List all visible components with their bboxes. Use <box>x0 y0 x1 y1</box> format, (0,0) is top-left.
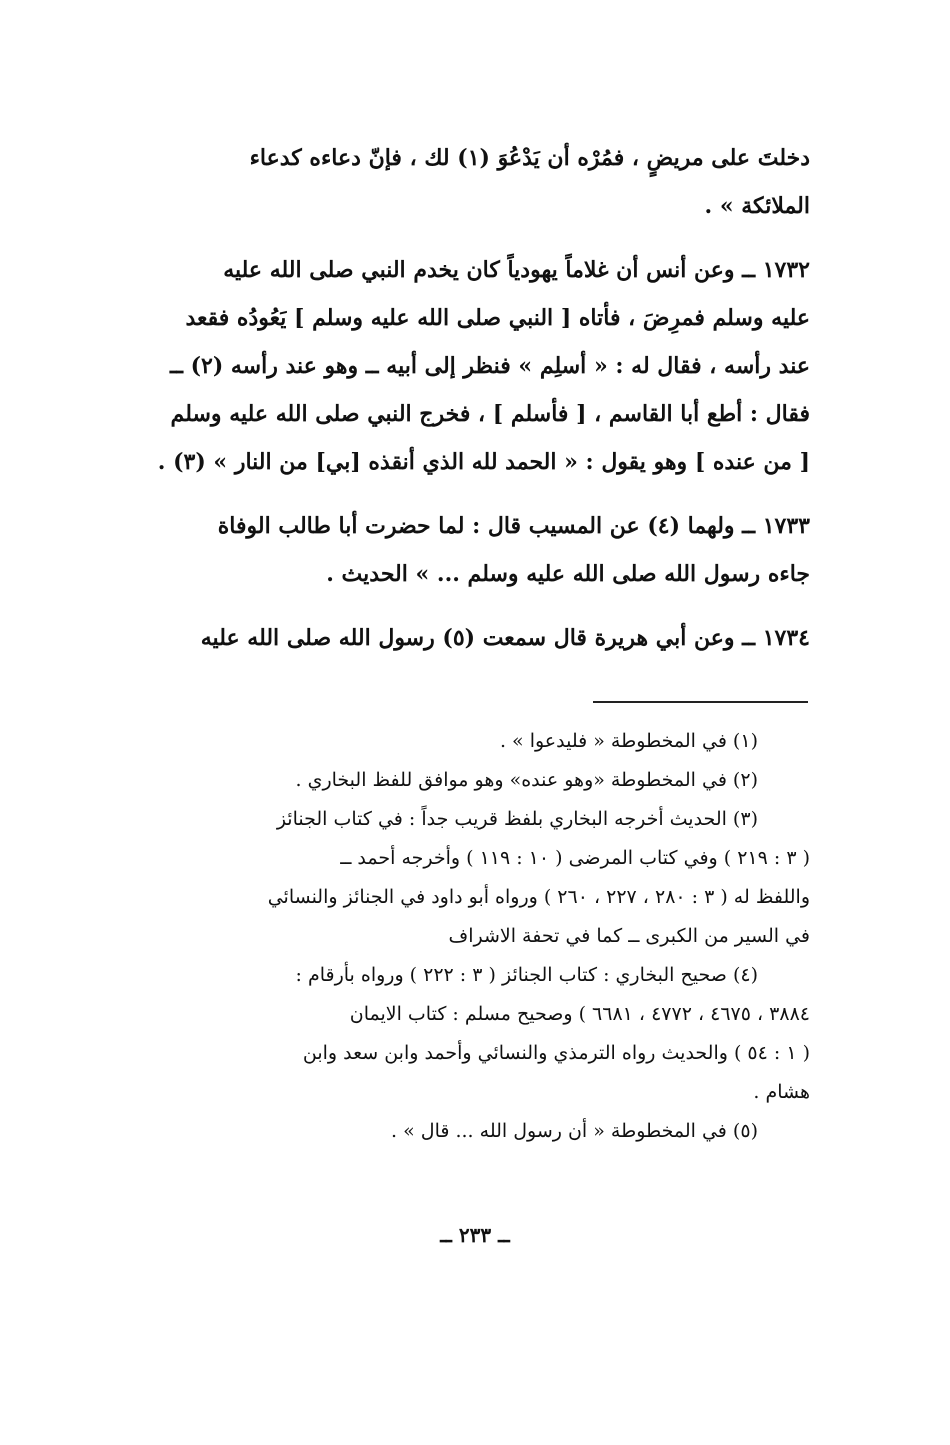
footnote <box>150 1112 810 1151</box>
main-paragraph <box>128 246 810 486</box>
text-line: عند رأسه ، فقال له : « أسلِم » فنظر إلى أبيه ــ وهو عند رأسه (٢) ــ <box>170 353 810 379</box>
footnote-divider <box>593 701 808 703</box>
main-paragraph <box>128 502 810 598</box>
footnote-line: (١) في المخطوطة « فليدعوا » . <box>499 730 758 752</box>
text-line: دخلتَ على مريضٍ ، فمُرْه أن يَدْعُوَ (١) لك ، فإنّ دعاءه كدعاء <box>249 145 810 171</box>
main-paragraph <box>128 614 810 662</box>
footnote <box>150 956 810 1112</box>
text-line: [ من عنده ] وهو يقول : « الحمد لله الذي أنقذه [بي] من النار » (٣) . <box>157 449 810 475</box>
text-line: جاءه رسول الله صلى الله عليه وسلم ... » الحديث . <box>326 561 810 587</box>
footnote-line: ( ٣ : ٢١٩ ) وفي كتاب المرضى ( ١٠ : ١١٩ ) وأخرجه أحمد ــ <box>340 847 810 869</box>
footnote-line: ٣٨٨٤ ، ٤٦٧٥ ، ٤٧٧٢ ، ٦٦٨١ ) وصحيح مسلم : كتاب الايمان <box>349 1003 810 1025</box>
footnote <box>150 722 810 761</box>
footnote-line: (٥) في المخطوطة « أن رسول الله ... قال » . <box>391 1120 758 1142</box>
footnote-line: هشام . <box>753 1081 810 1103</box>
page-number: ــ ٢٣٣ ــ <box>440 1223 510 1247</box>
footnote-line: في السير من الكبرى ــ كما في تحفة الاشراف <box>448 925 810 947</box>
text-line: عليه وسلم فمرِضَ ، فأتاه [ النبي صلى الله عليه وسلم ] يَعُودُه فقعد <box>185 305 810 331</box>
footnotes <box>150 722 810 1151</box>
text-line: ١٧٣٤ ــ وعن أبي هريرة قال سمعت (٥) رسول الله صلى الله عليه <box>200 625 810 651</box>
footnote <box>150 761 810 800</box>
text-line: فقال : أطع أبا القاسم ، [ فأسلم ] ، فخرج النبي صلى الله عليه وسلم <box>170 401 810 427</box>
footnote-line: (٢) في المخطوطة «وهو عنده» وهو موافق للفظ البخاري . <box>295 769 758 791</box>
footnote-line: (٤) صحيح البخاري : كتاب الجنائز ( ٣ : ٢٢٢ ) ورواه بأرقام : <box>295 964 758 986</box>
main-text <box>128 134 810 678</box>
footnote-line: (٣) الحديث أخرجه البخاري بلفظ قريب جداً : في كتاب الجنائز <box>276 808 758 830</box>
text-line: ١٧٣٣ ــ ولهما (٤) عن المسيب قال : لما حضرت أبا طالب الوفاة <box>217 513 810 539</box>
main-paragraph <box>128 134 810 230</box>
footnote <box>150 800 810 956</box>
footnote-line: ( ١ : ٥٤ ) والحديث رواه الترمذي والنسائي وأحمد وابن سعد وابن <box>302 1042 810 1064</box>
footnote-line: واللفظ له ( ٣ : ٢٨٠ ، ٢٢٧ ، ٢٦٠ ) ورواه أبو داود في الجنائز والنسائي <box>267 886 810 908</box>
text-line: ١٧٣٢ ــ وعن أنس أن غلاماً يهودياً كان يخدم النبي صلى الله عليه <box>223 257 810 283</box>
text-line: الملائكة » . <box>704 193 810 219</box>
